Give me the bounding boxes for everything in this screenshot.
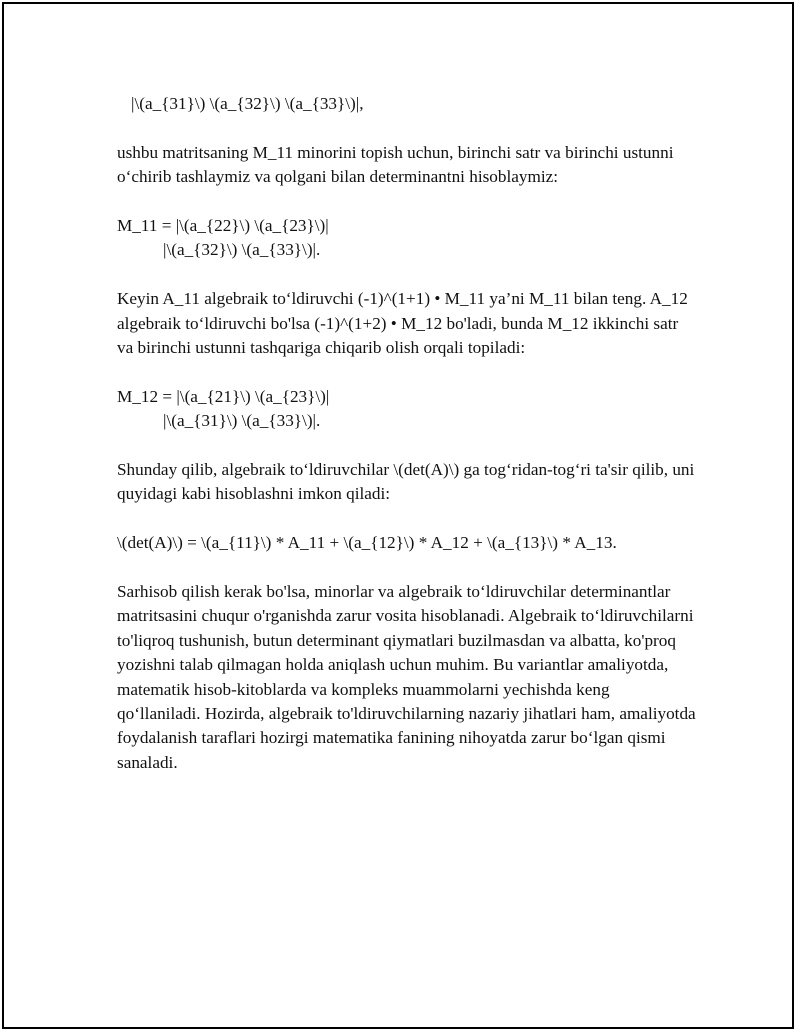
- minor-m11-line-1: M_11 = |\(a_{22}\) \(a_{23}\)|: [117, 216, 329, 235]
- paragraph-cofactor: Keyin A_11 algebraik to‘ldiruvchi (-1)^(1+1) • M_11 ya’ni M_11 bilan teng. A_12 algebraik to‘ldiruvchi bo'lsa (-1)^(1+2) • M_12 bo'ladi, bunda M_12 ikkinchi satr va birinchi ustunni tashqariga chiqarib olish orqali topiladi:: [117, 289, 688, 358]
- minor-m11-line-2: |\(a_{32}\) \(a_{33}\)|.: [163, 240, 321, 260]
- paragraph-summary: Sarhisob qilish kerak bo'lsa, minorlar va algebraik to‘ldiruvchilar determinantlar matritsasini chuqur o'rganishda zarur vosita hisoblanadi. Algebraik to‘ldiruvchilarni to'liqroq tushunish, butun determinant qiymatlari buzilmasdan va albatta, ko'proq yozishni talab qilmagan holda aniqlash uchun muhim. Bu variantlar amaliyotda, matematik hisob-kitoblarda va kompleks muammolarni yechishda keng qo‘llaniladi. Hozirda, algebraik to'ldiruvchilarning nazariy jihatlari ham, amaliyotda foydalanish taraflari hozirgi matematika fanining nihoyatda zarur bo‘lgan qismi sanaladi.: [117, 582, 696, 772]
- paragraph-minor-intro: ushbu matritsaning M_11 minorini topish uchun, birinchi satr va birinchi ustunni o‘chirib tashlaymiz va qolgani bilan determinantni hisoblaymiz:: [117, 142, 674, 187]
- document-body: [117, 92, 697, 800]
- minor-m12-block: [117, 385, 697, 434]
- matrix-row-3: |\(a_{31}\) \(a_{32}\) \(a_{33}\)|,: [131, 94, 364, 113]
- minor-m12-line-2: |\(a_{31}\) \(a_{33}\)|.: [163, 411, 321, 431]
- minor-m11-block: [117, 214, 697, 263]
- paragraph-determinant-effect: Shunday qilib, algebraik to‘ldiruvchilar \(det(A)\) ga tog‘ridan-tog‘ri ta'sir qilib, uni quyidagi kabi hisoblashni imkon qiladi:: [117, 460, 695, 504]
- determinant-formula: \(det(A)\) = \(a_{11}\) * A_11 + \(a_{12}\) * A_12 + \(a_{13}\) * A_13.: [117, 533, 617, 553]
- minor-m12-line-1: M_12 = |\(a_{21}\) \(a_{23}\)|: [117, 386, 330, 406]
